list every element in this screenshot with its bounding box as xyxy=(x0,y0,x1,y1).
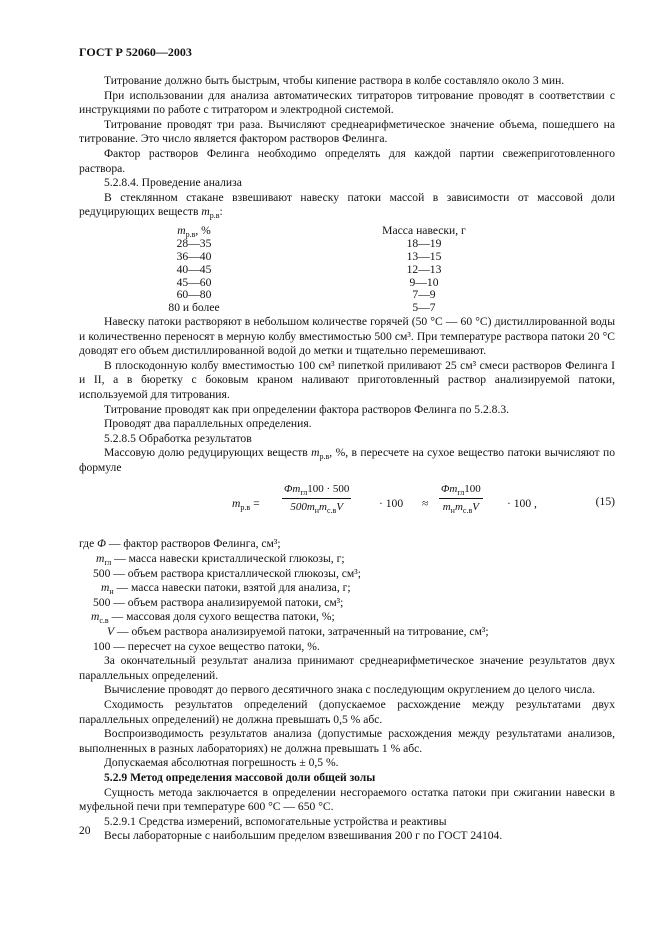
legend-item: 500 — объем раствора анализируемой патоки, см³; xyxy=(93,595,344,609)
table-cell: 36—40 xyxy=(176,249,212,263)
legend-item: 500 — объем раствора кристаллической глюкозы, см³; xyxy=(93,566,361,580)
page-number: 20 xyxy=(79,825,91,837)
paragraph: Вычисление проводят до первого десятичного знака с последующим округлением до целого числа. xyxy=(104,683,595,697)
paragraph: Сходимость результатов определений (допускаемое расхождение между результатами двух параллельных определений) не должна превышать 0,5 % абс. xyxy=(79,698,615,726)
table-cell: 60—80 xyxy=(176,288,212,302)
table-cell: 80 и более xyxy=(168,301,220,315)
paragraph: Воспроизводимость результатов анализа (допустимые расхождения между результатами анализов, выполненных в разных лабораториях) не должна превышать 1 % абс. xyxy=(79,727,615,755)
paragraph: Титрование проводят три раза. Вычисляют среднеарифметическое значение объема, пошедшего на титрование. Это число является фактором растворов Фелинга. xyxy=(79,117,615,146)
formula-multiplier-2: · 100 , xyxy=(507,497,537,511)
paragraph: Фактор растворов Фелинга необходимо определять для каждой партии свежеприготовленного раствора. xyxy=(79,146,615,175)
page-header: ГОСТ Р 52060—2003 xyxy=(79,45,192,59)
table-column-mass xyxy=(374,225,474,315)
paragraph: В плоскодонную колбу вместимостью 100 см³ пипеткой приливают 25 см³ смеси растворов Фелинга I и II, а в бюретку с боковым краном наливают приготовленный раствор анализируемой патоки, используемой для титрования. xyxy=(79,358,615,401)
legend-item: $m_н$ — масса навески патоки, взятой для анализа, г; xyxy=(101,581,351,597)
sample-mass-table xyxy=(79,223,615,315)
paragraph: Титрование должно быть быстрым, чтобы кипение раствора в колбе составляло около 3 мин. xyxy=(104,74,565,87)
legend-item: где Φ — фактор растворов Фелинга, см³; xyxy=(79,537,281,551)
table-header-cell: Масса навески, г xyxy=(382,223,466,237)
table-cell: 18—19 xyxy=(406,236,442,250)
paragraph: Титрование проводят как при определении фактора растворов Фелинга по 5.2.8.3. xyxy=(104,402,510,416)
formula-number: (15) xyxy=(595,495,615,509)
legend-item: 100 — пересчет на сухое вещество патоки, %. xyxy=(93,639,320,653)
paragraph: Сущность метода заключается в определении несгораемого остатка патоки при сжигании навески в муфельной печи при температуре 600 °С — 650 °С. xyxy=(79,785,615,814)
table-cell: 45—60 xyxy=(176,275,212,289)
legend-item: V — объем раствора анализируемой патоки, затраченный на титрование, см³; xyxy=(107,625,489,639)
table-column-mrv xyxy=(149,225,239,315)
section-heading-5284: 5.2.8.4. Проведение анализа xyxy=(104,176,242,190)
formula-legend xyxy=(79,537,615,654)
legend-item: $m_{гл}$ — масса навески кристаллической глюкозы, г; xyxy=(96,552,345,568)
table-cell: 40—45 xyxy=(176,262,212,276)
table-cell: 5—7 xyxy=(412,301,436,315)
paragraph: Массовую долю редуцирующих веществ $m_{р.в}$, %, в пересчете на сухое вещество патоки вычисляют по формуле xyxy=(79,446,615,474)
table-cell: 28—35 xyxy=(176,236,212,250)
paragraph: При использовании для анализа автоматических титраторов титрование проводят в соответствии с инструкциями по работе с титратором и электродной системой. xyxy=(79,88,615,117)
page-content xyxy=(79,74,615,844)
paragraph: За окончательный результат анализа принимают среднеарифметическое значение результатов двух параллельных определений. xyxy=(79,654,615,682)
formula-15 xyxy=(79,481,615,531)
table-cell: 12—13 xyxy=(406,262,442,276)
paragraph: Проводят два параллельных определения. xyxy=(104,417,312,431)
paragraph: Весы лабораторные с наибольшим пределом взвешивания 200 г по ГОСТ 24104. xyxy=(104,829,503,843)
table-cell: 9—10 xyxy=(409,275,439,289)
section-heading-5285: 5.2.8.5 Обработка результатов xyxy=(104,431,252,445)
table-cell: 13—15 xyxy=(406,249,442,263)
formula-approx: ≈ xyxy=(422,497,429,511)
formula-fraction-1: $\Phi m_{гл}100 \cdot 500$ $500m_нm_{с.в}V$ xyxy=(284,483,350,516)
paragraph: В стеклянном стакане взвешивают навеску патоки массой в зависимости от массовой доли редуцирующих веществ $m_{р.в}$: xyxy=(79,190,615,221)
paragraph: Навеску патоки растворяют в небольшом количестве горячей (50 °С — 60 °С) дистиллированной воды и количественно переносят в мерную колбу вместимостью 500 см³. При температуре раствора патоки 20 °С доводят его объем дистиллированной водой до метки и тщательно перемешивают. xyxy=(79,314,615,358)
formula-multiplier-1: · 100 xyxy=(379,497,404,511)
section-heading-529: 5.2.9 Метод определения массовой доли общей золы xyxy=(104,770,376,784)
section-heading-5291: 5.2.9.1 Средства измерений, вспомогательные устройства и реактивы xyxy=(104,814,447,828)
table-cell: 7—9 xyxy=(412,288,436,302)
table-header-cell: $m_{р.в}$, % xyxy=(177,223,211,239)
formula-lhs: $m_{р.в}$ = xyxy=(232,497,260,513)
formula-fraction-2: $\Phi m_{гл}100$ $m_нm_{с.в}V$ xyxy=(441,483,481,516)
legend-item: $m_{с.в}$ — массовая доля сухого вещества патоки, %; xyxy=(91,610,335,626)
paragraph: Допускаемая абсолютная погрешность ± 0,5 %. xyxy=(104,756,339,770)
